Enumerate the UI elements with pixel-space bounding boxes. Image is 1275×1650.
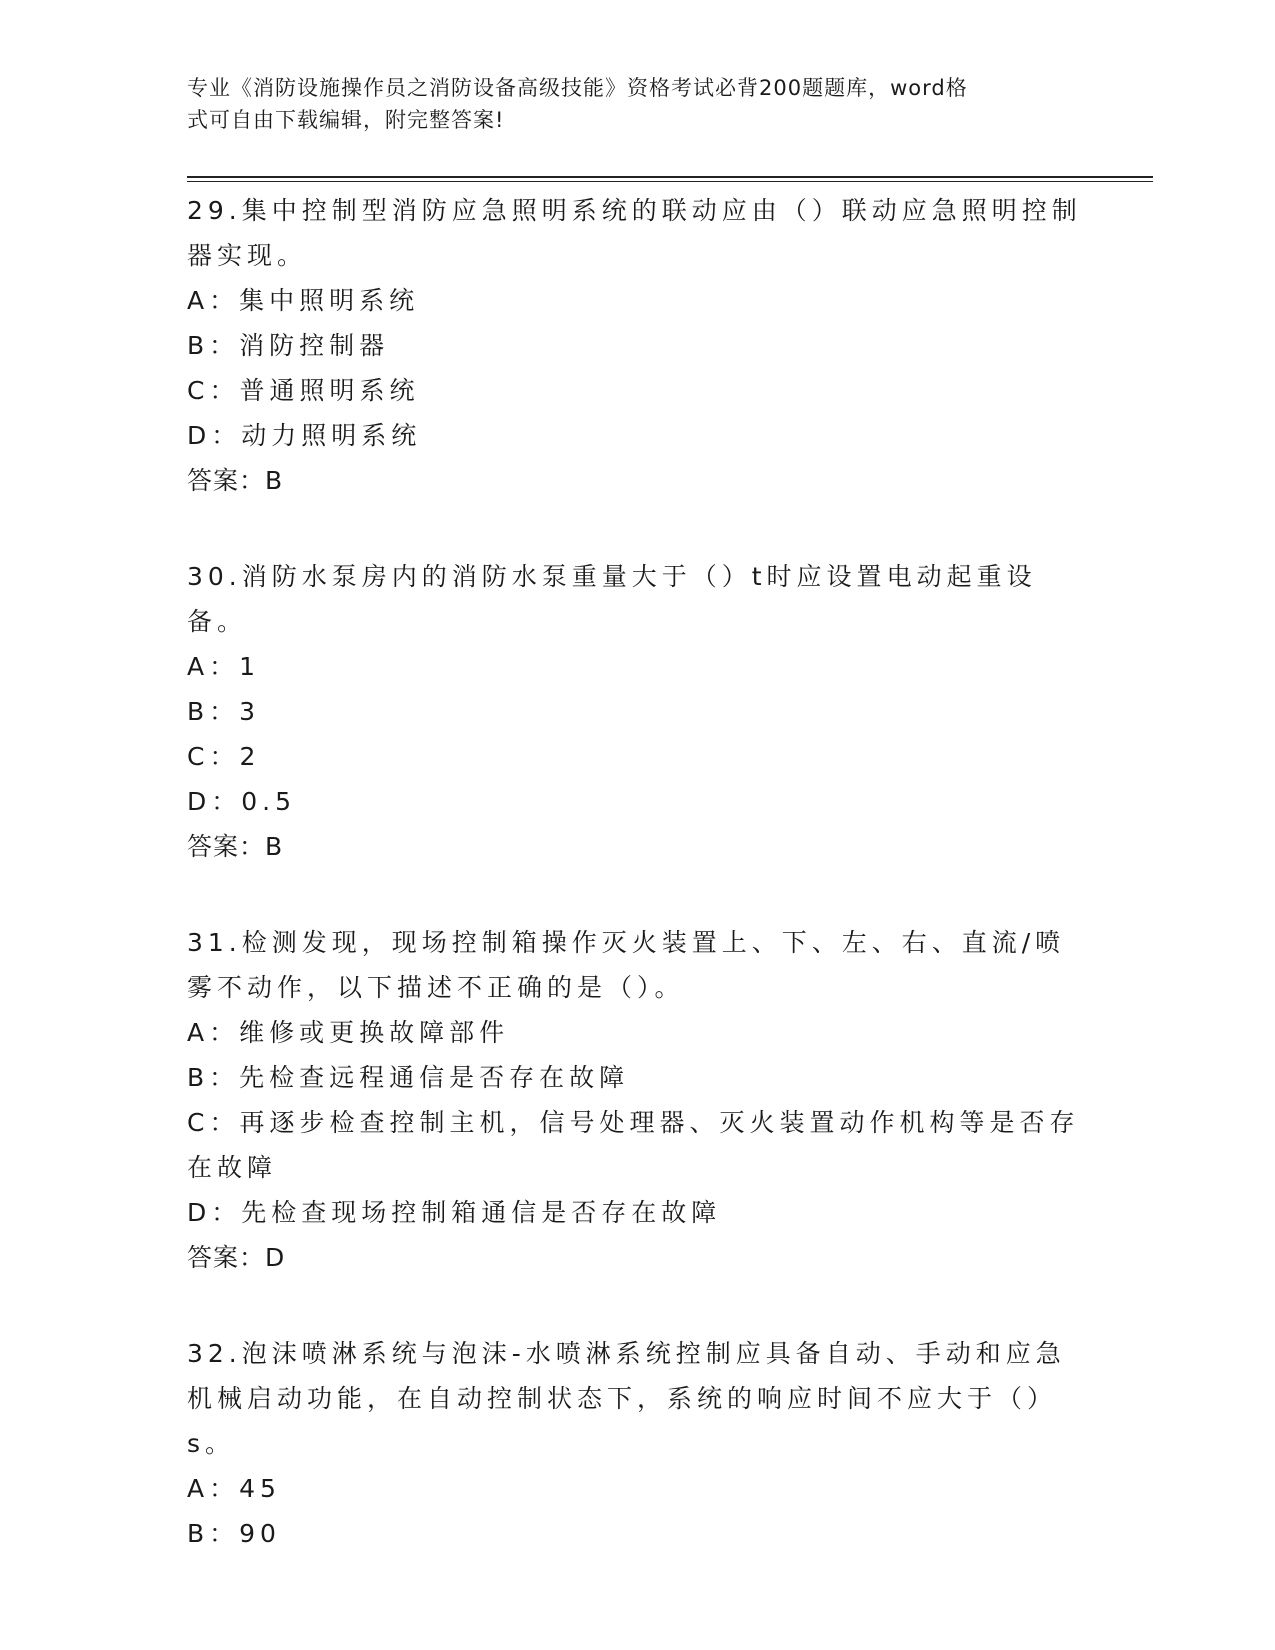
header-line-1: 专业《消防设施操作员之消防设备高级技能》资格考试必背200题题库，word格: [187, 76, 968, 100]
document-header: [187, 72, 1067, 136]
option-c: C：再逐步检查控制主机，信号处理器、灭火装置动作机构等是否存在故障: [187, 1108, 1080, 1182]
answer-line: 答案：D: [187, 1243, 286, 1272]
option-b: B：先检查远程通信是否存在故障: [187, 1063, 630, 1092]
option-b: B：90: [187, 1519, 281, 1548]
answer-line: 答案：B: [187, 466, 284, 495]
question-31: [187, 920, 1087, 1280]
question-list: [187, 188, 1087, 1607]
question-stem: 31.检测发现，现场控制箱操作灭火装置上、下、左、右、直流/喷雾不动作，以下描述不正确的是（）。: [187, 928, 1066, 1002]
option-a: A：集中照明系统: [187, 286, 420, 315]
question-stem: 30.消防水泵房内的消防水泵重量大于（）t时应设置电动起重设备。: [187, 562, 1037, 636]
option-b: B：消防控制器: [187, 331, 390, 360]
question-30: [187, 554, 1087, 869]
question-29: [187, 188, 1087, 503]
question-32: [187, 1331, 1087, 1556]
question-stem: 29.集中控制型消防应急照明系统的联动应由（）联动应急照明控制器实现。: [187, 196, 1082, 270]
answer-line: 答案：B: [187, 832, 284, 861]
option-a: A：45: [187, 1474, 281, 1503]
option-a: A：维修或更换故障部件: [187, 1018, 510, 1047]
option-a: A：1: [187, 652, 261, 681]
option-d: D：0.5: [187, 787, 297, 816]
question-stem: 32.泡沫喷淋系统与泡沫-水喷淋系统控制应具备自动、手动和应急机械启动功能，在自动控制状态下，系统的响应时间不应大于（）s。: [187, 1339, 1066, 1458]
option-c: C：2: [187, 742, 261, 771]
option-d: D：动力照明系统: [187, 421, 422, 450]
header-line-2: 式可自由下载编辑，附完整答案!: [187, 108, 505, 132]
option-c: C：普通照明系统: [187, 376, 420, 405]
option-b: B：3: [187, 697, 261, 726]
header-divider-thin: [187, 181, 1153, 182]
header-divider: [187, 176, 1153, 178]
option-d: D：先检查现场控制箱通信是否存在故障: [187, 1198, 722, 1227]
